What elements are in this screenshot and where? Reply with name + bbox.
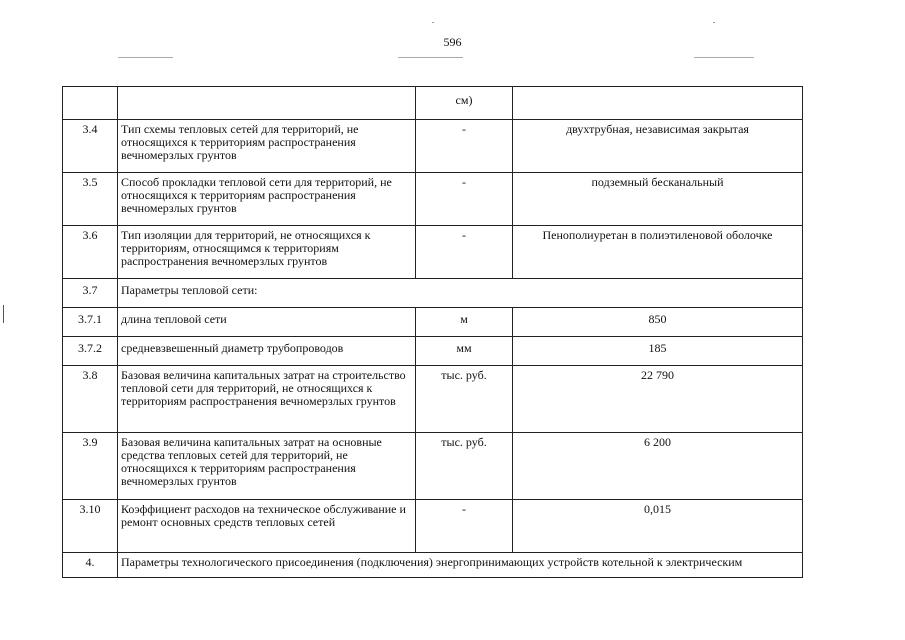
table-row <box>63 337 803 366</box>
scan-artifact <box>694 57 754 58</box>
row-number: 3.7.2 <box>63 337 118 366</box>
row-description: Коэффициент расходов на техническое обслуживание и ремонт основных средств тепловых сетей <box>118 500 416 553</box>
row-description: средневзвешенный диаметр трубопроводов <box>118 337 416 366</box>
row-unit: - <box>416 500 513 553</box>
table-row-section <box>63 279 803 308</box>
parameters-table <box>62 86 803 578</box>
row-description: Способ прокладки тепловой сети для территорий, не относящихся к территориям распространения вечномерзлых грунтов <box>118 173 416 226</box>
table-row-section <box>63 553 803 578</box>
scan-artifact <box>118 57 173 58</box>
row-description: Параметры тепловой сети: <box>118 279 803 308</box>
row-value: Пенополиуретан в полиэтиленовой оболочке <box>513 226 803 279</box>
row-description: Базовая величина капитальных затрат на основные средства тепловых сетей для территорий, не относящихся к территориям распространения вечномерзлых грунтов <box>118 433 416 500</box>
row-value: 22 790 <box>513 366 803 433</box>
scan-artifact <box>398 57 463 58</box>
row-unit: - <box>416 120 513 173</box>
row-value: 0,015 <box>513 500 803 553</box>
row-number: 3.7 <box>63 279 118 308</box>
row-value: подземный бесканальный <box>513 173 803 226</box>
row-description <box>118 87 416 120</box>
row-number: 4. <box>63 553 118 578</box>
table-row <box>63 120 803 173</box>
row-unit: см) <box>416 87 513 120</box>
scan-artifact <box>3 305 4 323</box>
table-row <box>63 433 803 500</box>
row-description: Тип схемы тепловых сетей для территорий, не относящихся к территориям распространения вечномерзлых грунтов <box>118 120 416 173</box>
row-number <box>63 87 118 120</box>
row-value <box>513 87 803 120</box>
row-unit: тыс. руб. <box>416 433 513 500</box>
table-row <box>63 87 803 120</box>
row-value: 6 200 <box>513 433 803 500</box>
row-unit: мм <box>416 337 513 366</box>
row-number: 3.9 <box>63 433 118 500</box>
row-number: 3.7.1 <box>63 308 118 337</box>
scan-artifact <box>713 22 715 23</box>
table-row <box>63 366 803 433</box>
table-row <box>63 500 803 553</box>
table-row <box>63 226 803 279</box>
row-unit: м <box>416 308 513 337</box>
row-description: Базовая величина капитальных затрат на строительство тепловой сети для территорий, не относящихся к территориям распространения вечномерзлых грунтов <box>118 366 416 433</box>
row-number: 3.10 <box>63 500 118 553</box>
row-number: 3.6 <box>63 226 118 279</box>
row-number: 3.8 <box>63 366 118 433</box>
row-value: 850 <box>513 308 803 337</box>
row-value: двухтрубная, независимая закрытая <box>513 120 803 173</box>
table-row <box>63 308 803 337</box>
page-number: 596 <box>443 35 462 49</box>
row-description: Параметры технологического присоединения (подключения) энергопринимающих устройств котельной к электрическим <box>118 553 803 578</box>
row-description: Тип изоляции для территорий, не относящихся к территориям, относящимся к территориям распространения вечномерзлых грунтов <box>118 226 416 279</box>
table-row <box>63 173 803 226</box>
row-description: длина тепловой сети <box>118 308 416 337</box>
row-unit: - <box>416 226 513 279</box>
row-number: 3.5 <box>63 173 118 226</box>
row-unit: тыс. руб. <box>416 366 513 433</box>
row-value: 185 <box>513 337 803 366</box>
scan-artifact <box>432 22 434 23</box>
row-number: 3.4 <box>63 120 118 173</box>
row-unit: - <box>416 173 513 226</box>
